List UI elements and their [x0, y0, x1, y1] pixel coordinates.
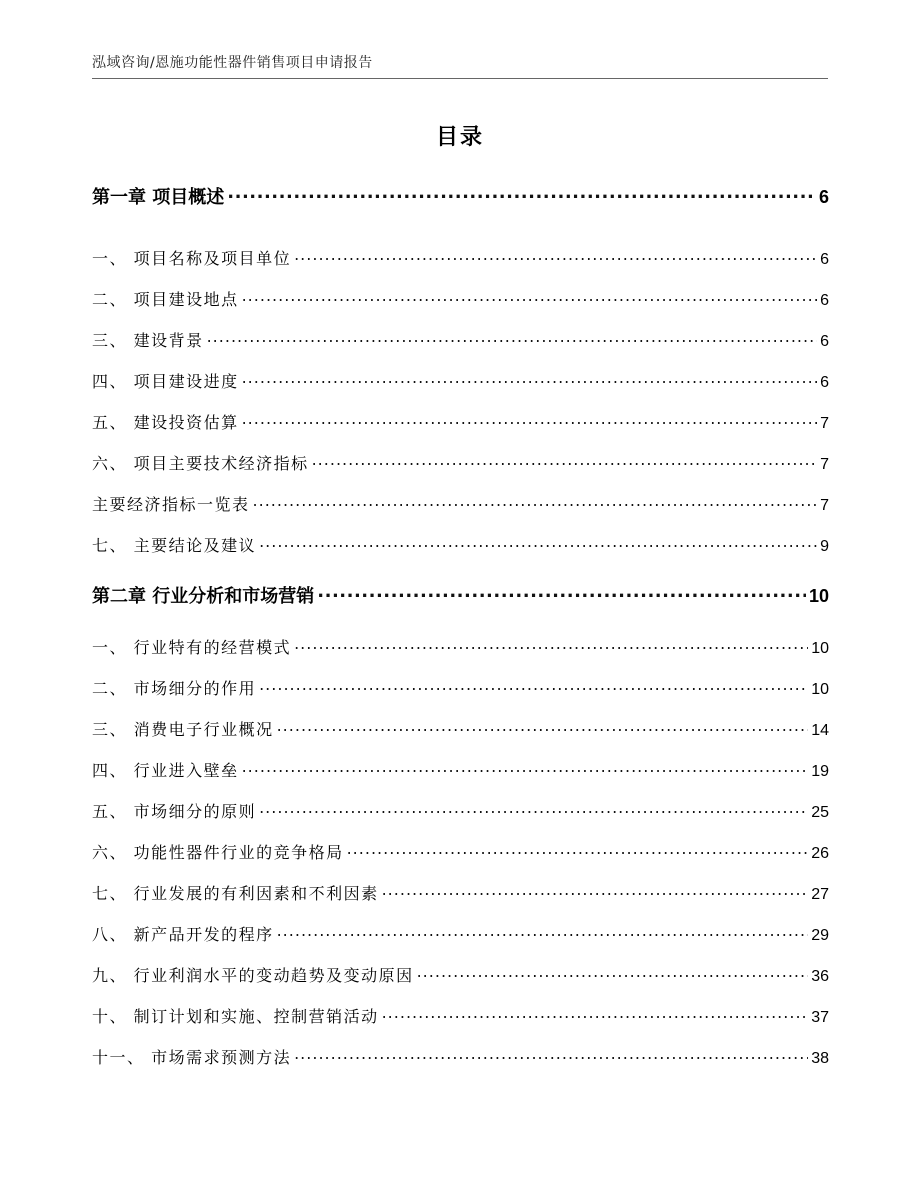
dot-leader	[417, 965, 809, 981]
dot-leader	[277, 924, 809, 940]
toc-page-number: 6	[820, 292, 829, 309]
toc-entry-label: 二、 项目建设地点	[92, 290, 239, 309]
toc-section-entry[interactable]	[92, 758, 829, 781]
toc-entry-label: 七、 主要结论及建议	[92, 536, 257, 555]
toc-section-entry[interactable]	[92, 492, 829, 515]
toc-section-entry[interactable]	[92, 1045, 829, 1068]
toc-page-number: 25	[811, 804, 829, 821]
toc-entry-label: 第一章 项目概述	[92, 187, 225, 208]
toc-entry-label: 四、 行业进入壁垒	[92, 761, 239, 780]
toc-page-number: 7	[820, 456, 829, 473]
toc-page-number: 10	[808, 586, 829, 606]
toc-section-entry[interactable]	[92, 451, 829, 474]
dot-leader	[242, 371, 818, 387]
toc-page-number: 19	[811, 763, 829, 780]
toc-page-number: 38	[811, 1050, 829, 1067]
toc-section-entry[interactable]	[92, 799, 829, 822]
toc-entry-label: 七、 行业发展的有利因素和不利因素	[92, 884, 379, 903]
toc-entry-label: 十、 制订计划和实施、控制营销活动	[92, 1007, 379, 1026]
dot-leader	[294, 248, 817, 264]
toc-section-entry[interactable]	[92, 287, 829, 310]
toc-section-entry[interactable]	[92, 410, 829, 433]
toc-entry-label: 六、 项目主要技术经济指标	[92, 454, 309, 473]
dot-leader	[294, 1047, 808, 1063]
toc-page-number: 6	[818, 187, 829, 207]
toc-entry-label: 主要经济指标一览表	[92, 495, 250, 514]
toc-chapter-entry[interactable]	[92, 183, 829, 209]
dot-leader	[347, 842, 809, 858]
dot-leader	[259, 678, 808, 694]
toc-page-number: 26	[811, 845, 829, 862]
toc-page-number: 27	[811, 886, 829, 903]
toc-entry-label: 四、 项目建设进度	[92, 372, 239, 391]
toc-entry-label: 二、 市场细分的作用	[92, 679, 257, 698]
header-divider	[92, 78, 828, 79]
toc-page-number: 10	[811, 640, 829, 657]
dot-leader	[277, 719, 809, 735]
toc-entry-label: 三、 建设背景	[92, 331, 204, 350]
dot-leader	[382, 1006, 809, 1022]
toc-section-entry[interactable]	[92, 717, 829, 740]
dot-leader	[294, 637, 808, 653]
toc-entry-label: 一、 行业特有的经营模式	[92, 638, 292, 657]
toc-page-number: 7	[820, 415, 829, 432]
toc-section-entry[interactable]	[92, 840, 829, 863]
dot-leader	[242, 760, 809, 776]
toc-page-number: 36	[811, 968, 829, 985]
toc-entry-label: 五、 建设投资估算	[92, 413, 239, 432]
toc-entry-label: 六、 功能性器件行业的竞争格局	[92, 843, 344, 862]
toc-entry-label: 十一、 市场需求预测方法	[92, 1048, 292, 1067]
toc-title: 目录	[435, 125, 484, 150]
toc-section-entry[interactable]	[92, 1004, 829, 1027]
dot-leader	[382, 883, 809, 899]
toc-chapter-entry[interactable]	[92, 582, 829, 608]
toc-section-entry[interactable]	[92, 246, 829, 269]
toc-entry-label: 三、 消费电子行业概况	[92, 720, 274, 739]
toc-section-entry[interactable]	[92, 676, 829, 699]
dot-leader	[259, 801, 808, 817]
toc-section-entry[interactable]	[92, 881, 829, 904]
dot-leader	[227, 185, 816, 203]
toc-page-number: 6	[820, 333, 829, 350]
dot-leader	[312, 453, 818, 469]
dot-leader	[242, 289, 818, 305]
toc-entry-label: 一、 项目名称及项目单位	[92, 249, 292, 268]
toc-section-entry[interactable]	[92, 963, 829, 986]
toc-page-number: 10	[811, 681, 829, 698]
toc-page-number: 37	[811, 1009, 829, 1026]
toc-entry-label: 第二章 行业分析和市场营销	[92, 586, 315, 607]
toc-page-number: 6	[820, 251, 829, 268]
toc-entry-label: 九、 行业利润水平的变动趋势及变动原因	[92, 966, 414, 985]
toc-page-number: 7	[820, 497, 829, 514]
toc-section-entry[interactable]	[92, 922, 829, 945]
dot-leader	[259, 535, 817, 551]
toc-page-number: 29	[811, 927, 829, 944]
dot-leader	[317, 584, 806, 602]
toc-section-entry[interactable]	[92, 369, 829, 392]
toc-entry-label: 五、 市场细分的原则	[92, 802, 257, 821]
running-header: 泓域咨询/恩施功能性器件销售项目申请报告	[92, 55, 373, 71]
toc-page-number: 9	[820, 538, 829, 555]
toc-section-entry[interactable]	[92, 533, 829, 556]
dot-leader	[253, 494, 818, 510]
toc-page-number: 14	[811, 722, 829, 739]
toc-page-number: 6	[820, 374, 829, 391]
dot-leader	[207, 330, 818, 346]
dot-leader	[242, 412, 818, 428]
toc-section-entry[interactable]	[92, 635, 829, 658]
toc-section-entry[interactable]	[92, 328, 829, 351]
toc-entry-label: 八、 新产品开发的程序	[92, 925, 274, 944]
